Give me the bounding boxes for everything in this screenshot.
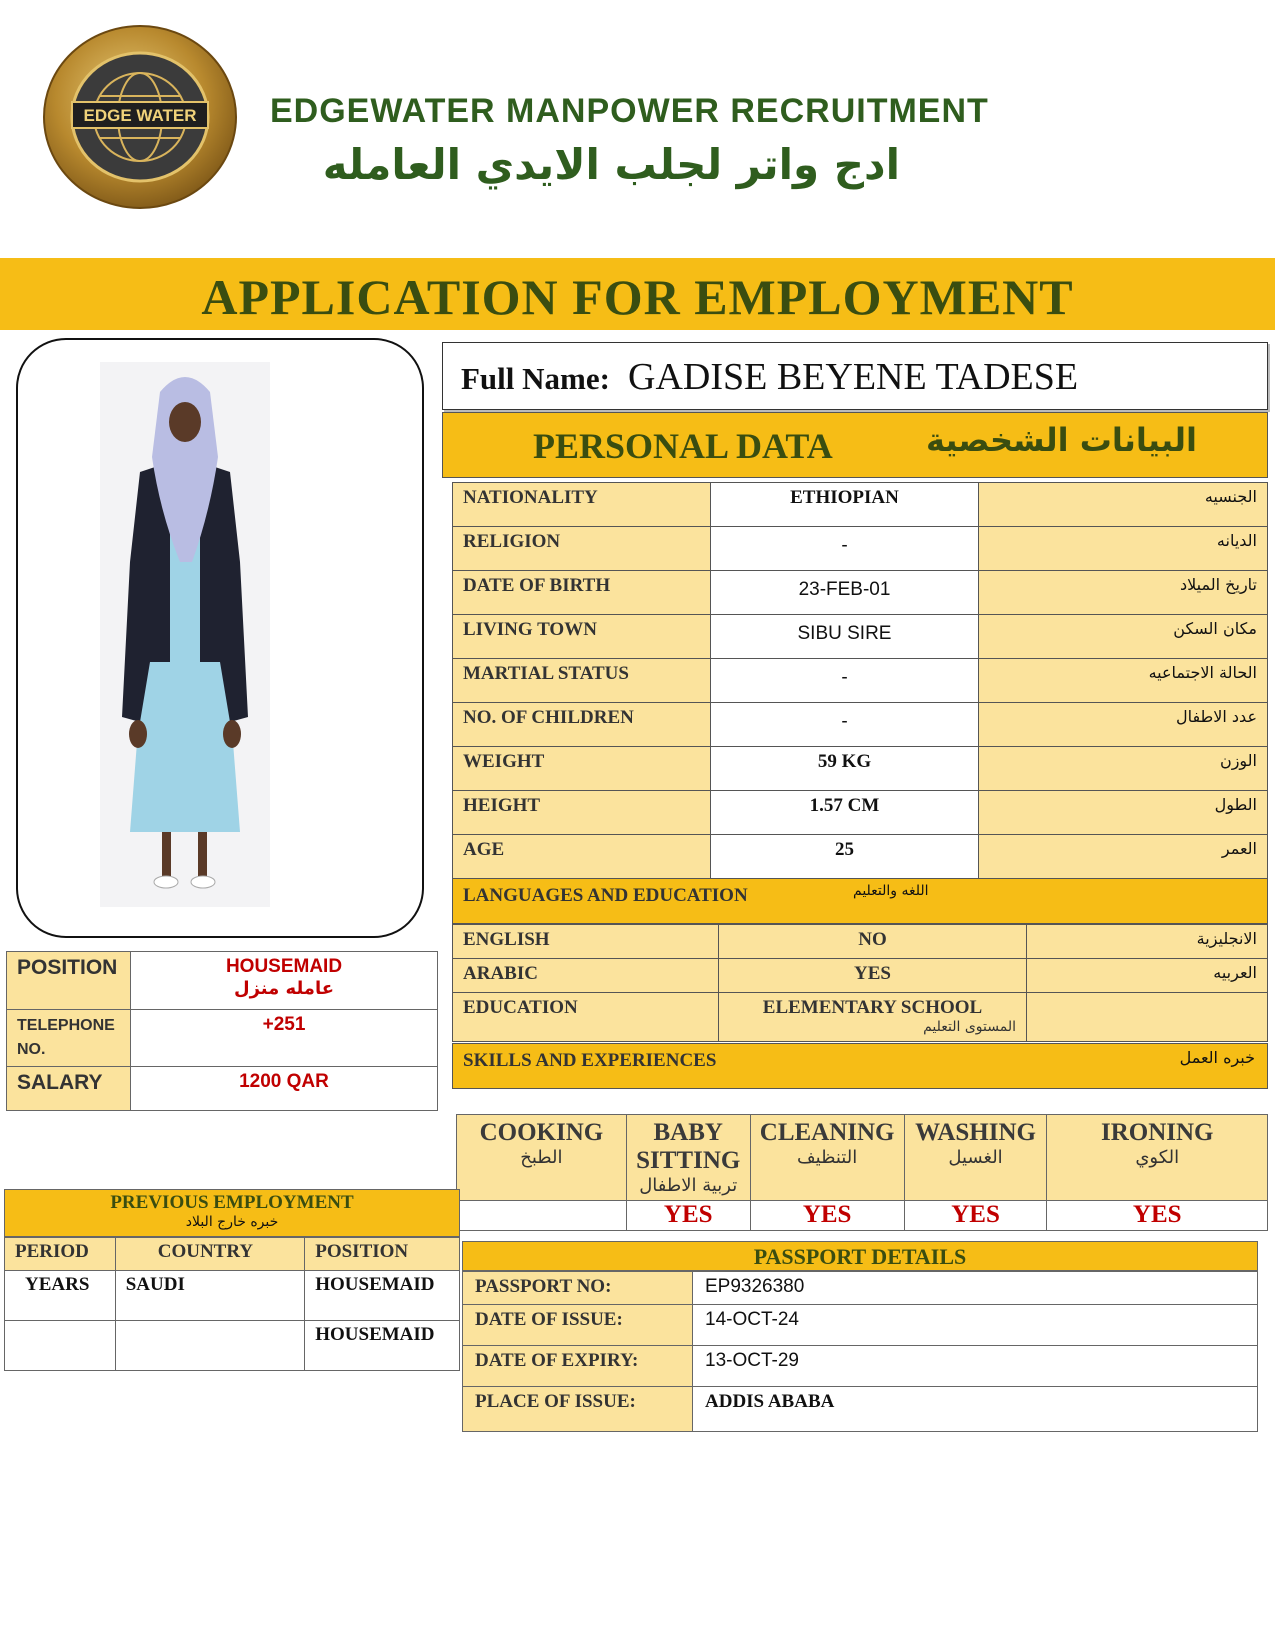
- language-label: ARABIC: [453, 959, 719, 993]
- field-label-ar: العمر: [979, 835, 1268, 879]
- passport-header: PASSPORT DETAILS: [462, 1241, 1258, 1271]
- table-row: [463, 1346, 1258, 1387]
- field-value: 25: [711, 835, 979, 879]
- company-name-en: EDGEWATER MANPOWER RECRUITMENT: [270, 92, 989, 130]
- field-label: DATE OF BIRTH: [453, 571, 711, 615]
- position-label: POSITION: [7, 952, 131, 1010]
- skill-name: BABY: [653, 1119, 723, 1146]
- page-title: APPLICATION FOR EMPLOYMENT: [201, 269, 1074, 325]
- table-row: [453, 615, 1268, 659]
- field-label: HEIGHT: [453, 791, 711, 835]
- table-row: [453, 527, 1268, 571]
- languages-header: [452, 878, 1268, 924]
- applicant-photo: [100, 362, 270, 907]
- passport-value: 14-OCT-24: [693, 1305, 1258, 1346]
- education-label: EDUCATION: [453, 993, 719, 1042]
- passport-label: PASSPORT NO:: [463, 1272, 693, 1305]
- table-row: [457, 1115, 1268, 1201]
- passport-label: DATE OF EXPIRY:: [463, 1346, 693, 1387]
- previous-employment-header: [4, 1189, 460, 1237]
- table-row: [453, 747, 1268, 791]
- table-row: [453, 925, 1268, 959]
- skill-name: CLEANING: [759, 1119, 895, 1146]
- position-value-en: HOUSEMAID: [225, 956, 343, 977]
- skill-name-ar: الكوي: [1135, 1147, 1180, 1168]
- table-row: [453, 659, 1268, 703]
- field-label-ar: تاريخ الميلاد: [979, 571, 1268, 615]
- passport-value: ADDIS ABABA: [693, 1387, 1258, 1432]
- language-label: ENGLISH: [453, 925, 719, 959]
- field-label: WEIGHT: [453, 747, 711, 791]
- logo-text: EDGE WATER: [83, 106, 197, 125]
- position-value-ar: عامله منزل: [233, 978, 335, 999]
- table-cell: [115, 1321, 304, 1371]
- table-row: [453, 571, 1268, 615]
- field-label: RELIGION: [453, 527, 711, 571]
- full-name-box: [442, 342, 1268, 410]
- education-label-ar: المستوى التعليم: [923, 1019, 1016, 1035]
- company-logo: [42, 24, 238, 210]
- passport-table: [462, 1271, 1258, 1432]
- skill-name-ar: تربية الاطفال: [639, 1175, 738, 1196]
- language-value: NO: [719, 925, 1027, 959]
- skill-value: YES: [904, 1201, 1047, 1231]
- skills-title-ar: خبره العمل: [1179, 1048, 1255, 1067]
- field-value: -: [711, 703, 979, 747]
- telephone-value: +251: [131, 1010, 438, 1067]
- telephone-label: TELEPHONE NO.: [7, 1010, 131, 1067]
- field-label-ar: مكان السكن: [979, 615, 1268, 659]
- field-label-ar: عدد الاطفال: [979, 703, 1268, 747]
- education-value: [719, 993, 1027, 1042]
- table-row: [453, 959, 1268, 993]
- skill-ironing: [1047, 1115, 1268, 1201]
- field-value: 1.57 CM: [711, 791, 979, 835]
- languages-title-ar: اللغه والتعليم: [853, 883, 929, 899]
- field-label-ar: الطول: [979, 791, 1268, 835]
- skill-value: YES: [750, 1201, 904, 1231]
- languages-table: [452, 924, 1268, 1042]
- skill-name-ar: التنظيف: [797, 1147, 858, 1168]
- salary-value: 1200 QAR: [131, 1067, 438, 1111]
- position-table: [6, 951, 438, 1111]
- languages-title-en: LANGUAGES AND EDUCATION: [463, 885, 748, 906]
- skill-name: COOKING: [479, 1119, 604, 1146]
- salary-label: SALARY: [7, 1067, 131, 1111]
- table-row: [453, 835, 1268, 879]
- table-header-row: [5, 1238, 460, 1271]
- full-name-value: GADISE BEYENE TADESE: [628, 356, 1079, 398]
- previous-employment-title-ar: خبره خارج البلاد: [185, 1214, 279, 1230]
- education-empty: [1027, 993, 1268, 1042]
- table-row: [463, 1305, 1258, 1346]
- field-label-ar: الديانه: [979, 527, 1268, 571]
- field-label-ar: الجنسيه: [979, 483, 1268, 527]
- passport-label: DATE OF ISSUE:: [463, 1305, 693, 1346]
- field-value: SIBU SIRE: [711, 615, 979, 659]
- field-value: 59 KG: [711, 747, 979, 791]
- column-header: POSITION: [305, 1238, 460, 1271]
- field-value: -: [711, 659, 979, 703]
- field-label: NO. OF CHILDREN: [453, 703, 711, 747]
- skill-value: YES: [626, 1201, 750, 1231]
- field-value: -: [711, 527, 979, 571]
- language-value: YES: [719, 959, 1027, 993]
- column-header: COUNTRY: [115, 1238, 304, 1271]
- table-cell: HOUSEMAID: [305, 1321, 460, 1371]
- table-row: [7, 952, 438, 1010]
- personal-data-header: [442, 412, 1268, 478]
- table-cell: [5, 1321, 116, 1371]
- table-row: [457, 1201, 1268, 1231]
- full-name-label: Full Name:: [461, 361, 610, 396]
- skill-baby-sitting: [626, 1115, 750, 1201]
- company-name-ar: ادج واتر لجلب الايدي العامله: [322, 140, 900, 189]
- skill-name: WASHING: [915, 1119, 1036, 1146]
- skill-name-ar: الغسيل: [948, 1147, 1003, 1168]
- table-row: [463, 1387, 1258, 1432]
- table-row: [7, 1067, 438, 1111]
- skill-name: IRONING: [1100, 1119, 1214, 1146]
- table-row: [463, 1272, 1258, 1305]
- education-value-en: ELEMENTARY SCHOOL: [762, 997, 983, 1018]
- skills-table: [456, 1114, 1268, 1231]
- skill-cleaning: [750, 1115, 904, 1201]
- skill-value: [457, 1201, 627, 1231]
- field-label: AGE: [453, 835, 711, 879]
- language-label-ar: العربيه: [1027, 959, 1268, 993]
- skill-washing: [904, 1115, 1047, 1201]
- table-row: [453, 791, 1268, 835]
- field-label: LIVING TOWN: [453, 615, 711, 659]
- skill-value: YES: [1047, 1201, 1268, 1231]
- table-cell: YEARS: [5, 1271, 116, 1321]
- field-label: MARTIAL STATUS: [453, 659, 711, 703]
- table-row: [453, 993, 1268, 1042]
- field-value: 23-FEB-01: [711, 571, 979, 615]
- personal-data-table: [452, 482, 1268, 879]
- table-row: [5, 1271, 460, 1321]
- field-label-ar: الوزن: [979, 747, 1268, 791]
- previous-employment-table: [4, 1237, 460, 1371]
- language-label-ar: الانجليزية: [1027, 925, 1268, 959]
- title-banner: [0, 258, 1275, 330]
- table-cell: SAUDI: [115, 1271, 304, 1321]
- table-row: [5, 1321, 460, 1371]
- skills-title-en: SKILLS AND EXPERIENCES: [463, 1050, 717, 1071]
- table-row: [453, 703, 1268, 747]
- skill-name-2: SITTING: [636, 1147, 741, 1174]
- field-label: NATIONALITY: [453, 483, 711, 527]
- personal-data-title-ar: البيانات الشخصية: [925, 421, 1197, 459]
- position-value: [131, 952, 438, 1010]
- table-cell: HOUSEMAID: [305, 1271, 460, 1321]
- personal-data-title-en: PERSONAL DATA: [533, 426, 833, 466]
- field-label-ar: الحالة الاجتماعيه: [979, 659, 1268, 703]
- skills-header: [452, 1043, 1268, 1089]
- table-row: [453, 483, 1268, 527]
- column-header: PERIOD: [5, 1238, 116, 1271]
- skill-name-ar: الطبخ: [520, 1147, 563, 1168]
- passport-label: PLACE OF ISSUE:: [463, 1387, 693, 1432]
- passport-value: 13-OCT-29: [693, 1346, 1258, 1387]
- passport-value: EP9326380: [693, 1272, 1258, 1305]
- table-row: [7, 1010, 438, 1067]
- field-value: ETHIOPIAN: [711, 483, 979, 527]
- previous-employment-title-en: PREVIOUS EMPLOYMENT: [110, 1192, 354, 1213]
- skill-cooking: [457, 1115, 627, 1201]
